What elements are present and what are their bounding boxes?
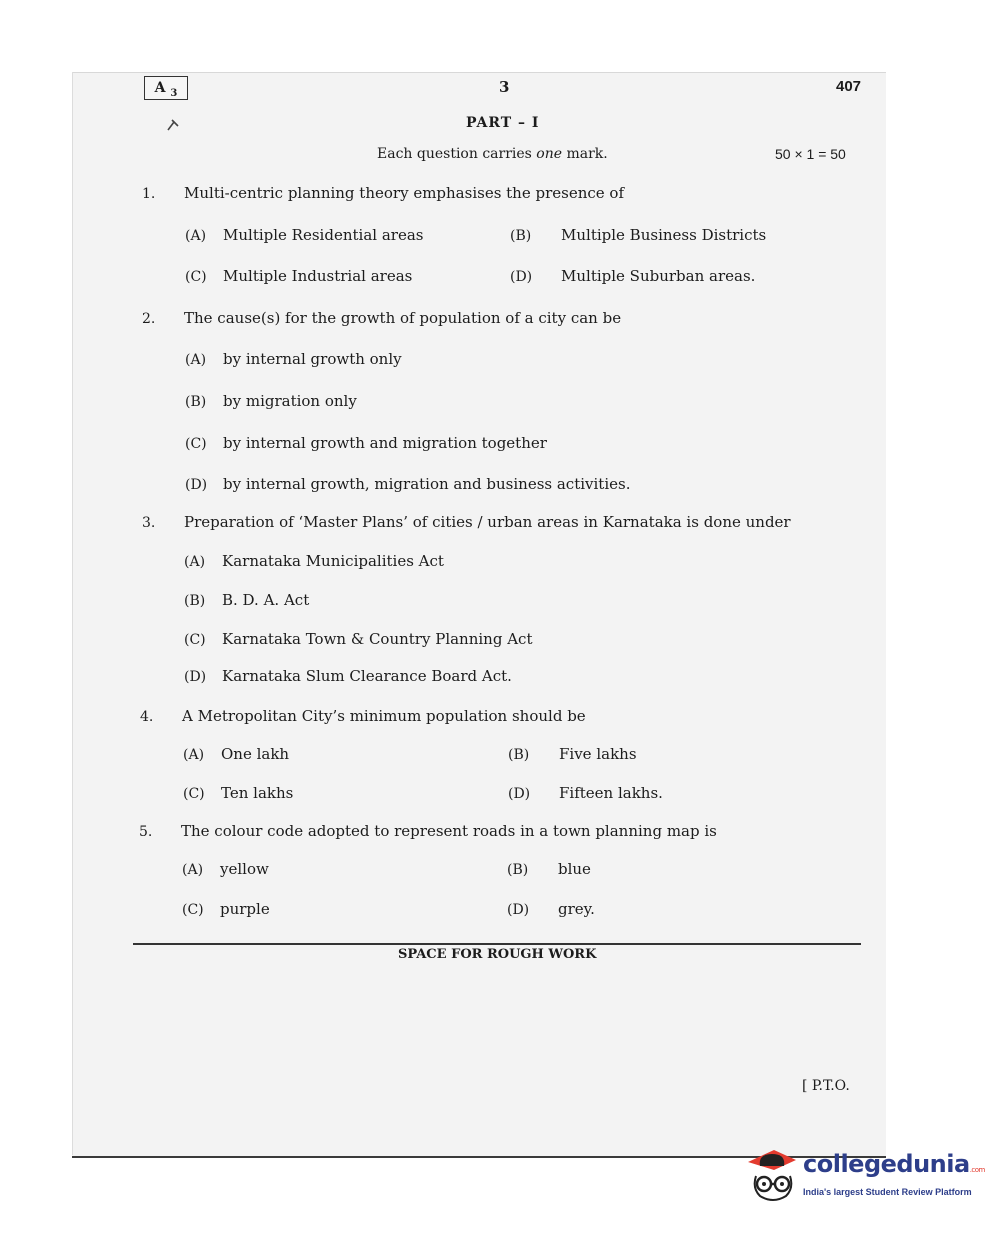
logo-com: .com bbox=[969, 1166, 985, 1174]
option-label: (C) bbox=[183, 786, 205, 802]
part-title: PART – I bbox=[466, 115, 540, 131]
option-label: (B) bbox=[507, 862, 529, 878]
logo-wordmark bbox=[803, 1150, 985, 1178]
instruction-text-start: Each question carries bbox=[377, 146, 537, 162]
pto-note: [ P.T.O. bbox=[802, 1078, 850, 1094]
question-text: A Metropolitan City’s minimum population should be bbox=[182, 707, 586, 725]
option-label: (B) bbox=[184, 593, 206, 609]
option-text: by internal growth, migration and business activities. bbox=[223, 475, 631, 493]
question-number: 4. bbox=[140, 709, 154, 725]
option-text: B. D. A. Act bbox=[222, 591, 310, 609]
question-text: The colour code adopted to represent roads in a town planning map is bbox=[181, 822, 717, 840]
question-number: 2. bbox=[142, 311, 156, 327]
page-edge bbox=[72, 72, 73, 1155]
rough-work-divider bbox=[133, 943, 861, 945]
option-label: (B) bbox=[508, 747, 530, 763]
option-text: grey. bbox=[558, 900, 595, 918]
option-label: (D) bbox=[184, 669, 207, 685]
option-text: Karnataka Slum Clearance Board Act. bbox=[222, 667, 512, 685]
instruction-emphasis: one bbox=[536, 146, 563, 162]
option-text: Multiple Residential areas bbox=[223, 226, 424, 244]
option-label: (D) bbox=[508, 786, 531, 802]
question-text: Multi-centric planning theory emphasises the presence of bbox=[184, 184, 625, 202]
question-text: Preparation of ‘Master Plans’ of cities / urban areas in Karnataka is done under bbox=[184, 513, 791, 531]
option-text: purple bbox=[220, 900, 270, 918]
option-text: Fifteen lakhs. bbox=[559, 784, 663, 802]
option-text: Multiple Suburban areas. bbox=[561, 267, 756, 285]
question-number: 1. bbox=[142, 186, 156, 202]
option-label: (B) bbox=[185, 394, 207, 410]
option-text: Karnataka Municipalities Act bbox=[222, 552, 444, 570]
option-label: (A) bbox=[185, 352, 207, 368]
question-number: 3. bbox=[142, 515, 156, 531]
question-number: 5. bbox=[139, 824, 153, 840]
paper-code: 407 bbox=[836, 78, 862, 95]
option-label: (A) bbox=[184, 554, 206, 570]
part-instruction bbox=[377, 146, 608, 162]
option-label: (A) bbox=[183, 747, 205, 763]
option-label: (D) bbox=[507, 902, 530, 918]
logo-tagline: India's largest Student Review Platform bbox=[803, 1187, 972, 1197]
booklet-code: A bbox=[154, 80, 166, 96]
option-label: (A) bbox=[185, 228, 207, 244]
booklet-code-sub: 3 bbox=[170, 87, 178, 99]
option-text: Five lakhs bbox=[559, 745, 637, 763]
option-text: by internal growth only bbox=[223, 350, 402, 368]
option-text: by migration only bbox=[223, 392, 357, 410]
option-label: (D) bbox=[510, 269, 533, 285]
option-text: yellow bbox=[220, 860, 269, 878]
option-text: Multiple Business Districts bbox=[561, 226, 767, 244]
instruction-text-end: mark. bbox=[562, 146, 608, 162]
option-label: (D) bbox=[185, 477, 208, 493]
rough-work-heading: SPACE FOR ROUGH WORK bbox=[398, 947, 597, 962]
question-text: The cause(s) for the growth of population of a city can be bbox=[184, 309, 622, 327]
option-label: (A) bbox=[182, 862, 204, 878]
option-text: by internal growth and migration together bbox=[223, 434, 547, 452]
pin-mark-icon bbox=[166, 118, 180, 132]
option-text: Ten lakhs bbox=[221, 784, 294, 802]
option-text: blue bbox=[558, 860, 591, 878]
option-label: (C) bbox=[184, 632, 206, 648]
option-label: (C) bbox=[182, 902, 204, 918]
option-label: (C) bbox=[185, 436, 207, 452]
option-label: (B) bbox=[510, 228, 532, 244]
option-text: One lakh bbox=[221, 745, 290, 763]
logo-name: collegedunia bbox=[803, 1150, 970, 1178]
option-text: Karnataka Town & Country Planning Act bbox=[222, 630, 533, 648]
booklet-code-box bbox=[144, 76, 188, 100]
marks-allocation: 50 × 1 = 50 bbox=[775, 146, 846, 162]
option-text: Multiple Industrial areas bbox=[223, 267, 413, 285]
option-label: (C) bbox=[185, 269, 207, 285]
page-number: 3 bbox=[499, 78, 510, 96]
